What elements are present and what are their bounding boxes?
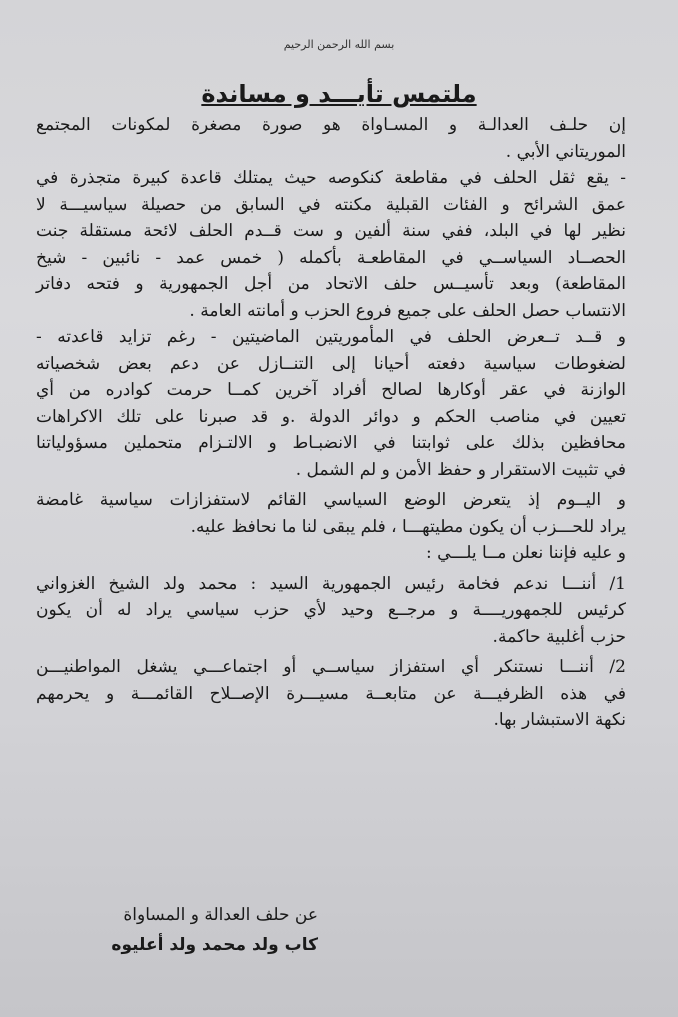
text-line: و عليه فإننا نعلن مــا يلـــي : bbox=[426, 543, 626, 563]
text-line: يراد للحـــزب أن يكون مطيتهـــا ، فلم يبقى لنا ما نحافظ عليه. bbox=[190, 516, 626, 537]
document-title: ملتمس تأيـــد و مساندة bbox=[201, 80, 477, 108]
paragraph bbox=[36, 571, 626, 651]
text-line: نكهة الاستبشار بها. bbox=[493, 710, 626, 730]
text-line: الحصــاد السياســي في المقاطعـة بأكمله ( خمس عمد - نائبين - شيخ bbox=[36, 247, 626, 268]
paragraph bbox=[36, 112, 626, 165]
text-line: إن حلـف العدالـة و المسـاواة هو صورة مصغرة لمكونات المجتمع bbox=[36, 115, 626, 135]
text-line: 2/ أننـــا نستنكر أي استفزاز سياســي أو اجتماعـــي يشغل المواطنيـــن bbox=[36, 657, 626, 677]
text-line: المقاطعة) وبعد تأسيــس حلف الاتحاد من أجل الجمهورية و فتحه دفاتر bbox=[36, 274, 626, 294]
text-line: 1/ أننـــا ندعم فخامة رئيس الجمهورية السيد : محمد ولد الشيخ الغزواني bbox=[36, 573, 626, 594]
text-line: نظير لها في البلد، ففي سنة ألفين و ست قــدم الحلف لائحة مستقلة جنت bbox=[36, 221, 626, 241]
paragraph bbox=[36, 487, 626, 540]
paragraph bbox=[36, 540, 626, 567]
basmala-header: بسم الله الرحمن الرحيم bbox=[283, 38, 395, 51]
text-line: و قــد تــعرض الحلف في المأموريتين الماضيتين - رغم تزايد قاعدته - bbox=[36, 327, 626, 347]
text-line: حزب أغلبية حاكمة. bbox=[492, 626, 626, 647]
text-line: و اليــوم إذ يتعرض الوضع السياسي القائم لاستفزازات سياسية غامضة bbox=[36, 490, 626, 510]
paragraph bbox=[36, 654, 626, 734]
text-line: لضغوطات سياسية دفعته أحيانا إلى التنــازل عن دعم بعض شخصياته bbox=[36, 353, 626, 374]
signature-name: كاب ولد محمد ولد أعليوه bbox=[111, 935, 318, 955]
document-body bbox=[36, 112, 626, 734]
text-line: تعيين في مناصب الحكم و دوائر الدولة .و قد صبرنا على تلك الاكراهات bbox=[36, 406, 626, 427]
paragraph bbox=[36, 165, 626, 324]
text-line: في هذه الظرفيـــة عن متابعــة مسيـــرة الإصــلاح القائمـــة و يحرمهم bbox=[36, 683, 626, 704]
paragraph bbox=[36, 324, 626, 483]
text-line: في تثبيت الاستقرار و حفظ الأمن و لم الشمل . bbox=[295, 459, 626, 480]
text-line: عمق الشرائح و الفئات القبلية مكنته في السابق من حصيلة سياسيـــة لا bbox=[36, 194, 626, 215]
signature-block bbox=[58, 900, 318, 960]
signature-organization: عن حلف العدالة و المساواة bbox=[123, 905, 318, 925]
text-line: - يقع ثقل الحلف في مقاطعة كنكوصه حيث يمتلك قاعدة كبيرة متجذرة في bbox=[36, 168, 626, 188]
text-line: كرئيس للجمهوريــــة و مرجــع وحيد لأي حزب سياسي يراد له أن يكون bbox=[36, 600, 626, 620]
text-line: الموريتاني الأبي . bbox=[505, 141, 626, 162]
text-line: الوازنة في عقر أوكارها لصالح أفراد آخرين كمــا حرمت كوادره من أي bbox=[36, 380, 626, 400]
text-line: الانتساب حصل الحلف على جميع فروع الحزب و أمانته العامة . bbox=[189, 300, 626, 321]
text-line: محافظين بذلك على ثوابتنا في الانضبـاط و الالتـزام متحملين مسؤولياتنا bbox=[36, 433, 626, 453]
